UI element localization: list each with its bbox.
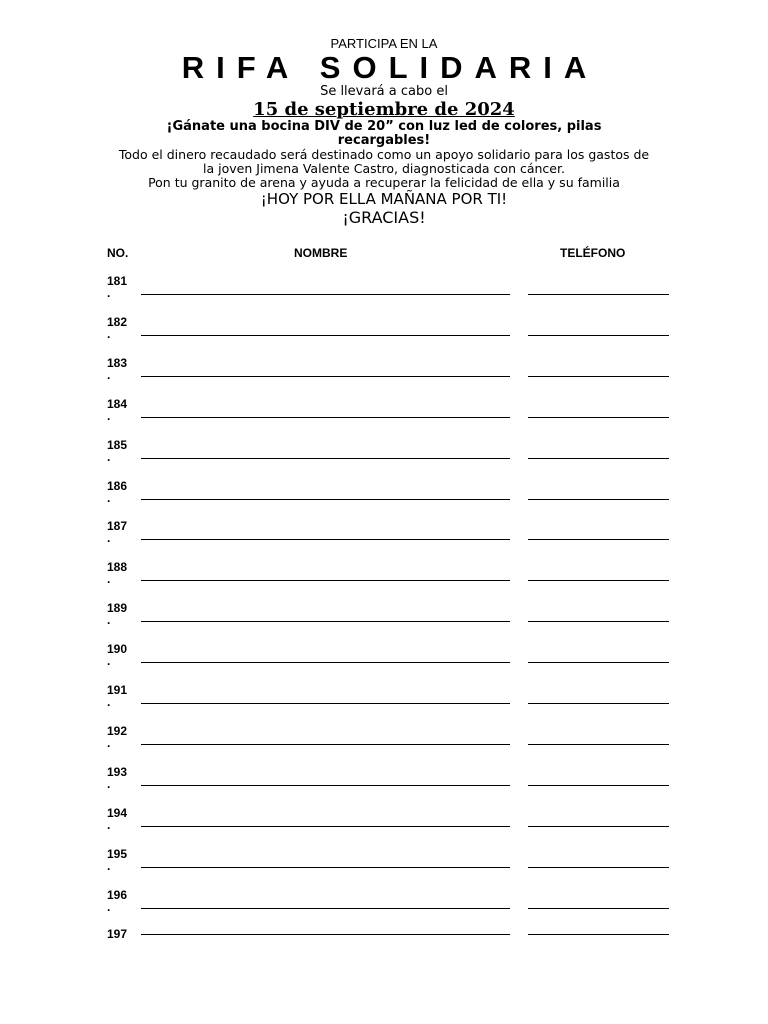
table-row — [0, 601, 768, 641]
row-number-dot: . — [107, 613, 111, 628]
table-row — [0, 806, 768, 846]
name-entry-line[interactable] — [141, 908, 510, 909]
phone-entry-line[interactable] — [528, 785, 669, 786]
column-header-phone: TELÉFONO — [560, 246, 626, 260]
name-entry-line[interactable] — [141, 785, 510, 786]
name-entry-line[interactable] — [141, 934, 510, 935]
column-header-number: NO. — [107, 246, 129, 260]
phone-entry-line[interactable] — [528, 826, 669, 827]
thanks-text: ¡GRACIAS! — [342, 208, 426, 227]
phone-entry-line[interactable] — [528, 458, 669, 459]
row-number-dot: . — [107, 449, 111, 464]
table-row — [0, 927, 768, 967]
row-number-dot: . — [107, 735, 111, 750]
prize-description: ¡Gánate una bocina DIV de 20” con luz led de colores, pilas recargables! — [166, 119, 602, 148]
row-number: 191 — [107, 683, 128, 697]
name-entry-line[interactable] — [141, 826, 510, 827]
name-entry-line[interactable] — [141, 744, 510, 745]
name-entry-line[interactable] — [141, 662, 510, 663]
purpose-text: Todo el dinero recaudado será destinado como un apoyo solidario para los gastos de la joven Jimena Valente Castro, diagnosticada con cáncer. — [118, 147, 650, 176]
name-entry-line[interactable] — [141, 294, 510, 295]
row-number: 196 — [107, 887, 128, 902]
row-number: 190 — [107, 642, 128, 657]
name-entry-line[interactable] — [141, 458, 510, 459]
row-number-dot: . — [107, 695, 111, 709]
table-row — [0, 479, 768, 519]
phone-entry-line[interactable] — [528, 867, 669, 868]
phone-entry-line[interactable] — [528, 934, 669, 935]
phone-entry-line[interactable] — [528, 539, 669, 540]
table-row — [0, 356, 768, 396]
row-number-dot: . — [107, 817, 111, 832]
row-number-dot: . — [107, 899, 111, 914]
table-row — [0, 847, 768, 887]
name-entry-line[interactable] — [141, 376, 510, 377]
phone-entry-line[interactable] — [528, 621, 669, 622]
row-number-dot: . — [107, 408, 111, 423]
phone-entry-line[interactable] — [528, 335, 669, 336]
row-number: 182 — [107, 314, 128, 329]
row-number: 197 — [107, 927, 128, 942]
page-title: RIFA SOLIDARIA — [181, 50, 599, 85]
row-number: 195 — [107, 846, 128, 861]
row-number: 189 — [107, 601, 128, 616]
phone-entry-line[interactable] — [528, 703, 669, 704]
row-number: 194 — [107, 805, 128, 820]
table-row — [0, 438, 768, 478]
row-number: 184 — [107, 396, 128, 411]
name-entry-line[interactable] — [141, 417, 510, 418]
name-entry-line[interactable] — [141, 621, 510, 622]
row-number: 193 — [107, 764, 128, 779]
name-entry-line[interactable] — [141, 539, 510, 540]
row-number-dot: . — [107, 326, 111, 341]
phone-entry-line[interactable] — [528, 376, 669, 377]
phone-entry-line[interactable] — [528, 417, 669, 418]
column-header-name: NOMBRE — [294, 246, 348, 260]
phone-entry-line[interactable] — [528, 499, 669, 500]
row-number-dot: . — [107, 776, 111, 791]
row-number: 185 — [107, 437, 128, 452]
row-number: 186 — [107, 478, 128, 493]
phone-entry-line[interactable] — [528, 908, 669, 909]
phone-entry-line[interactable] — [528, 662, 669, 663]
table-row — [0, 724, 768, 764]
name-entry-line[interactable] — [141, 703, 510, 704]
phone-entry-line[interactable] — [528, 580, 669, 581]
table-row — [0, 519, 768, 559]
row-number-dot: . — [107, 654, 111, 669]
row-number-dot: . — [107, 367, 111, 382]
appeal-text: Pon tu granito de arena y ayuda a recuperar la felicidad de ella y su familia — [148, 175, 620, 190]
table-row — [0, 274, 768, 314]
table-row — [0, 888, 768, 928]
table-row — [0, 683, 768, 723]
name-entry-line[interactable] — [141, 499, 510, 500]
phone-entry-line[interactable] — [528, 294, 669, 295]
pre-title: PARTICIPA EN LA — [330, 36, 438, 51]
row-number-dot: . — [107, 286, 111, 300]
phone-entry-line[interactable] — [528, 744, 669, 745]
row-number-dot: . — [107, 490, 111, 505]
row-number: 181 — [107, 274, 128, 288]
row-number: 187 — [107, 519, 128, 534]
table-row — [0, 642, 768, 682]
row-number-dot: . — [107, 858, 111, 873]
date-lead-text: Se llevará a cabo el — [320, 84, 448, 99]
table-row — [0, 765, 768, 805]
row-number: 188 — [107, 560, 128, 575]
row-number: 192 — [107, 723, 128, 738]
table-row — [0, 560, 768, 600]
row-number-dot: . — [107, 572, 111, 587]
row-number: 183 — [107, 355, 128, 370]
table-row — [0, 397, 768, 437]
raffle-date: 15 de septiembre de 2024 — [253, 99, 515, 120]
table-row — [0, 315, 768, 355]
row-number-dot: . — [107, 531, 111, 546]
name-entry-line[interactable] — [141, 580, 510, 581]
slogan: ¡HOY POR ELLA MAÑANA POR TI! — [260, 190, 508, 208]
name-entry-line[interactable] — [141, 867, 510, 868]
name-entry-line[interactable] — [141, 335, 510, 336]
